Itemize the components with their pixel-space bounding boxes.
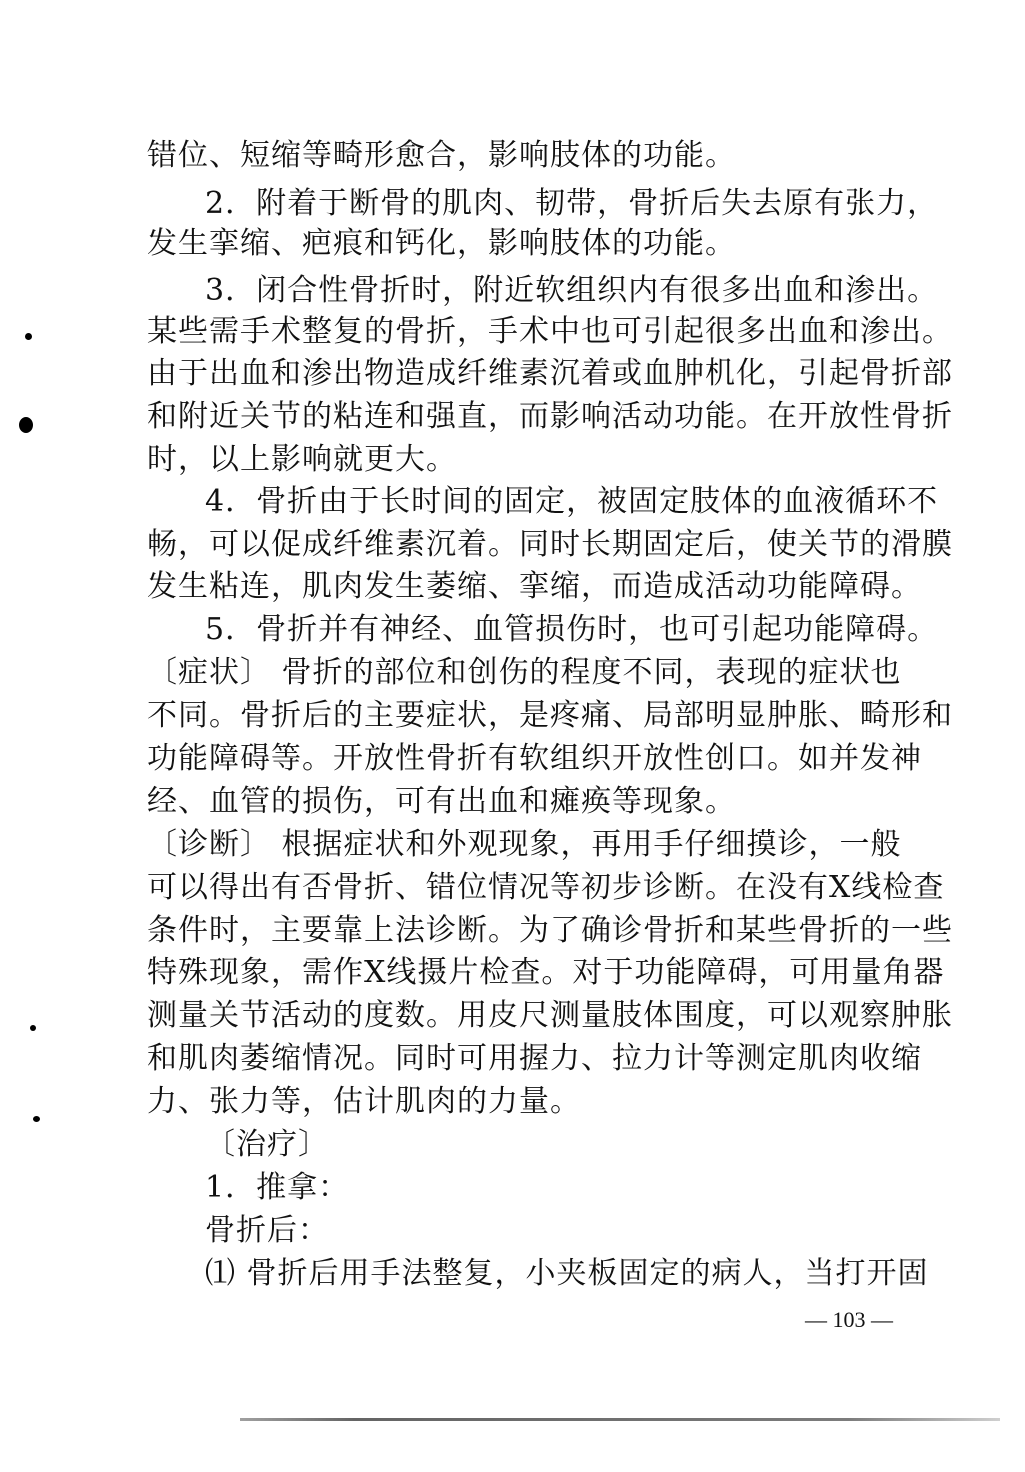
text-line: 〔诊断〕 根据症状和外观现象，再用手仔细摸诊，一般 bbox=[147, 827, 902, 862]
text-line: 4．骨折由于长时间的固定，被固定肢体的血液循环不 bbox=[205, 484, 939, 519]
text-line: 特殊现象，需作X线摄片检查。对于功能障碍，可用量角器 bbox=[147, 955, 945, 990]
text-line: 条件时，主要靠上法诊断。为了确诊骨折和某些骨折的一些 bbox=[147, 913, 953, 948]
text-line: 某些需手术整复的骨折，手术中也可引起很多出血和渗出。 bbox=[147, 314, 953, 349]
scan-edge-line bbox=[240, 1418, 1000, 1421]
text-line: 2．附着于断骨的肌肉、韧带，骨折后失去原有张力， bbox=[205, 186, 939, 221]
text-line: 〔治疗〕 bbox=[205, 1127, 329, 1162]
scan-speck bbox=[33, 1116, 40, 1122]
text-line: 〔症状〕 骨折的部位和创伤的程度不同，表现的症状也 bbox=[147, 655, 902, 690]
text-line: 发生粘连，肌肉发生萎缩、挛缩，而造成活动功能障碍。 bbox=[147, 569, 922, 604]
text-line: 力、张力等，估计肌肉的力量。 bbox=[147, 1084, 581, 1119]
scan-speck bbox=[30, 1025, 36, 1031]
text-line: 3．闭合性骨折时，附近软组织内有很多出血和渗出。 bbox=[205, 273, 939, 308]
scan-speck bbox=[19, 417, 33, 433]
text-line: 5．骨折并有神经、血管损伤时，也可引起功能障碍。 bbox=[205, 612, 939, 647]
text-line: 测量关节活动的度数。用皮尺测量肢体围度，可以观察肿胀 bbox=[147, 998, 953, 1033]
text-line: 1．推拿： bbox=[205, 1170, 350, 1205]
text-line: 畅，可以促成纤维素沉着。同时长期固定后，使关节的滑膜 bbox=[147, 527, 953, 562]
text-line: 经、血管的损伤，可有出血和瘫痪等现象。 bbox=[147, 784, 736, 819]
scan-speck bbox=[25, 333, 32, 340]
text-line: 骨折后： bbox=[205, 1213, 329, 1248]
text-line: 时，以上影响就更大。 bbox=[147, 442, 457, 477]
text-line: 可以得出有否骨折、错位情况等初步诊断。在没有X线检查 bbox=[147, 870, 945, 905]
text-line: 和附近关节的粘连和强直，而影响活动功能。在开放性骨折 bbox=[147, 399, 953, 434]
text-line: 错位、短缩等畸形愈合，影响肢体的功能。 bbox=[147, 138, 736, 173]
text-line: 功能障碍等。开放性骨折有软组织开放性创口。如并发神 bbox=[147, 741, 922, 776]
text-line: 发生挛缩、疤痕和钙化，影响肢体的功能。 bbox=[147, 226, 736, 261]
text-line: 和肌肉萎缩情况。同时可用握力、拉力计等测定肌肉收缩 bbox=[147, 1041, 922, 1076]
text-line: 由于出血和渗出物造成纤维素沉着或血肿机化，引起骨折部 bbox=[147, 356, 953, 391]
page-number: — 103 — bbox=[805, 1307, 893, 1332]
text-line: 不同。骨折后的主要症状，是疼痛、局部明显肿胀、畸形和 bbox=[147, 698, 953, 733]
text-line: ⑴ 骨折后用手法整复，小夹板固定的病人，当打开固 bbox=[205, 1256, 929, 1291]
